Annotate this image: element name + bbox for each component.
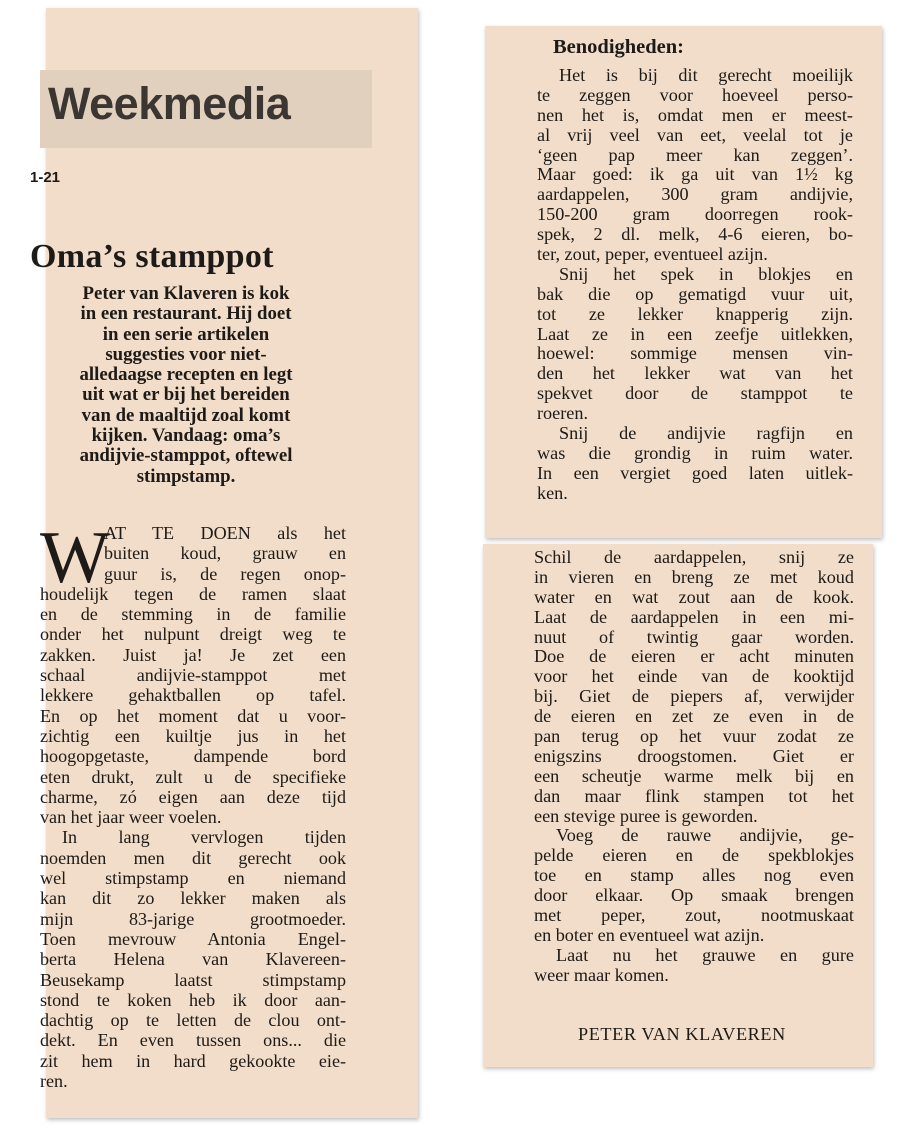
text-line: te zeggen voor hoeveel perso- [537, 84, 853, 105]
drop-cap: W [40, 517, 110, 599]
text-line: zit hem in hard gekookte eie- [40, 1050, 346, 1071]
text-line: Voeg de rauwe andijvie, ge- [556, 825, 854, 846]
text-line: spekvet door de stamppot te [537, 383, 853, 404]
text-line: buiten koud, grauw en [104, 543, 346, 564]
text-line: ‘geen pap meer kan zeggen’. [537, 144, 853, 165]
text-line: En op het moment dat u voor- [40, 705, 346, 726]
text-line: lekkere gehaktballen op tafel. [40, 685, 346, 706]
text-line: pelde eieren en de spekblokjes [534, 845, 854, 866]
intro-line: kijken. Vandaag: oma’s [91, 425, 281, 447]
text-line: Laat nu het grauwe en gure [556, 944, 854, 965]
body-column-right-top [537, 66, 853, 504]
text-line: spek, 2 dl. melk, 4-6 eieren, bo- [537, 224, 853, 245]
masthead-title: Weekmedia [48, 78, 291, 129]
text-line: bij. Giet de piepers af, verwijder [534, 686, 854, 707]
intro-line: andijvie-stamppot, oftewel [79, 445, 293, 467]
text-line: den het lekker wat van het [537, 363, 853, 384]
text-line: een scheutje warme melk bij en [534, 765, 854, 786]
text-line: hoogopgetaste, dampende bord [40, 746, 346, 767]
text-line: al vrij veel van eet, veelal tot je [537, 124, 853, 145]
text-line: ken. [537, 482, 568, 503]
text-line: nen het is, omdat men er meest- [537, 104, 853, 125]
intro-line: stimpstamp. [136, 465, 236, 487]
text-line: Snij de andijvie ragfijn en [559, 423, 853, 444]
text-line: hoewel: sommige mensen vin- [537, 343, 853, 364]
text-line: mijn 83-jarige grootmoeder. [40, 908, 346, 929]
intro-line: alledaagse recepten en legt [79, 364, 293, 386]
author-signature: PETER VAN KLAVEREN [578, 1024, 786, 1044]
article-intro [30, 284, 342, 487]
text-line: Beusekamp laatst stimpstamp [40, 969, 346, 990]
text-line: een stevige puree is geworden. [534, 805, 758, 826]
intro-line: van de maaltijd zoal komt [81, 404, 291, 426]
text-line: zichtig een kuiltje jus in het [40, 725, 346, 746]
text-line: de eieren en zet ze even in de [534, 706, 854, 727]
text-line: Schil de aardappelen, snij ze [534, 547, 854, 567]
text-line: ren. [40, 1071, 68, 1092]
text-line: door elkaar. Op smaak brengen [534, 885, 854, 906]
intro-line: suggesties voor niet- [105, 343, 267, 365]
section-heading: Benodigheden: [553, 36, 684, 58]
text-line: was die grondig in ruim water. [537, 442, 853, 463]
text-line: Maar goed: ik ga uit van 1½ kg [537, 164, 853, 185]
text-line: Doe de eieren er acht minuten [534, 646, 854, 667]
text-line: Snij het spek in blokjes en [559, 263, 853, 284]
article-headline: Oma’s stamppot [30, 238, 274, 275]
text-line: dachtig op te letten de clou ont- [40, 1010, 346, 1031]
text-line: houdelijk tegen de ramen slaat [40, 583, 346, 604]
text-line: zakken. Juist ja! Je zet een [40, 644, 346, 665]
text-line: Toen mevrouw Antonia Engel- [40, 928, 346, 949]
text-line: AT TE DOEN als het [104, 523, 346, 543]
text-line: noemden men dit gerecht ook [40, 847, 346, 868]
intro-line: in een serie artikelen [102, 323, 270, 345]
text-line: Laat de aardappelen in een mi- [534, 606, 854, 627]
text-line: toe en stamp alles nog even [534, 865, 854, 886]
text-line: enigszins droogstomen. Giet er [534, 745, 854, 766]
body-column-left [40, 517, 346, 1092]
text-line: nuut of twintig gaar worden. [534, 626, 854, 647]
text-line: en de stemming in de familie [40, 604, 346, 625]
text-line: ter, zout, peper, eventueel azijn. [537, 244, 768, 265]
text-line: roeren. [537, 403, 588, 424]
text-line: In een vergiet goed laten uitlek- [537, 462, 853, 483]
text-line: en boter en eventueel wat azijn. [534, 924, 765, 945]
text-line: stond te koken heb ik door aan- [40, 989, 346, 1010]
intro-line: uit wat er bij het bereiden [82, 384, 290, 406]
intro-line: in een restaurant. Hij doet [80, 303, 292, 325]
text-line: onder het nulpunt dreigt weg te [40, 624, 346, 645]
text-line: van het jaar weer voelen. [40, 807, 222, 828]
text-line: Laat ze in een zeefje uitlekken, [537, 323, 853, 344]
text-line: schaal andijvie-stamppot met [40, 665, 346, 686]
body-column-right-bottom [534, 548, 854, 986]
text-line: In lang vervlogen tijden [62, 827, 346, 848]
text-line: Het is bij dit gerecht moeilijk [559, 65, 853, 85]
text-line: dekt. En even tussen ons... die [40, 1030, 346, 1051]
text-line: pan terug op het vuur zodat ze [534, 726, 854, 747]
text-line: water en wat zout aan de kook. [534, 586, 854, 607]
text-line: voor het einde van de kooktijd [534, 666, 854, 687]
text-line: wel stimpstamp en niemand [40, 868, 346, 889]
text-line: guur is, de regen onop- [104, 563, 346, 584]
issue-number: 1-21 [30, 169, 61, 186]
text-line: aardappelen, 300 gram andijvie, [537, 184, 853, 205]
text-line: in vieren en breng ze met koud [534, 566, 854, 587]
text-line: weer maar komen. [534, 964, 669, 985]
text-line: kan dit zo lekker maken als [40, 888, 346, 909]
text-line: eten drukt, zult u de specifieke [40, 766, 346, 787]
text-line: dan maar flink stampen tot het [534, 785, 854, 806]
intro-line: Peter van Klaveren is kok [82, 283, 290, 304]
text-line: tot ze lekker knapperig zijn. [537, 303, 853, 324]
text-line: berta Helena van Klavereen- [40, 949, 346, 970]
text-line: met peper, zout, nootmuskaat [534, 905, 854, 926]
text-line: charme, zó eigen aan deze tijd [40, 786, 346, 807]
text-line: bak die op gematigd vuur uit, [537, 283, 853, 304]
text-line: 150-200 gram doorregen rook- [537, 204, 853, 225]
